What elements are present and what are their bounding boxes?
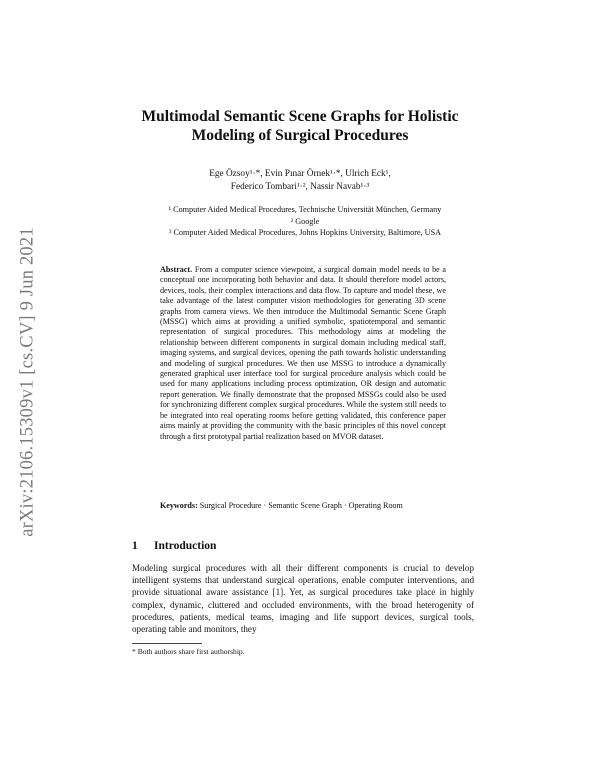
authors-line-2: Federico Tombari¹·², Nassir Navab¹·³ [230, 182, 370, 192]
keywords [160, 501, 446, 511]
affiliation-3: ³ Computer Aided Medical Procedures, Johns Hopkins University, Baltimore, USA [168, 228, 442, 237]
section-number: 1 [132, 540, 138, 552]
arxiv-stamp-text: arXiv:2106.15309v1 [cs.CV] 9 Jun 2021 [17, 227, 38, 537]
author-list [150, 168, 450, 194]
footnote-rule [132, 643, 202, 644]
affiliation-2: ² Google [290, 216, 320, 226]
section-heading-introduction [132, 540, 472, 552]
keywords-label: Keywords: [160, 501, 198, 510]
affiliation-1: ¹ Computer Aided Medical Procedures, Technische Universität München, Germany [168, 205, 442, 214]
keywords-text: Surgical Procedure · Semantic Scene Graph · Operating Room [199, 501, 403, 510]
arxiv-identifier-stamp [14, 212, 42, 552]
abstract [160, 265, 446, 442]
abstract-text: From a computer science viewpoint, a surgical domain model needs to be a conceptual one incorporating both behavior and data. It should therefore model actors, devices, tools, their complex interactions and data flow. To capture and model these, we take advantage of the latest computer vision methodologies for generating 3D scene graphs from camera views. We then introduce the Multimodal Semantic Scene Graph (MSSG) which aims at providing a unified symbolic, spatiotemporal and semantic representation of surgical procedures. This methodology aims at modeling the relationship between different components in surgical domain including medical staff, imaging systems, and surgical devices, opening the path towards holistic understanding and modeling of surgical procedures. We then use MSSG to introduce a dynamically generated graphical user interface tool for surgical procedure analysis which could be used for many applications including process optimization, OR design and automatic report generation. We finally demonstrate that the proposed MSSGs could also be used for synchronizing different complex surgical procedures. While the system still needs to be integrated into real operating rooms before getting validated, this conference paper aims mainly at providing the community with the basic principles of this novel concept through a first prototypal partial realization based on MVOR dataset. [160, 265, 447, 441]
intro-paragraph: Modeling surgical procedures with all their different components is crucial to develop intelligent systems that understand surgical operations, enable computer interventions, and provide situational aware assistance [1]. Yet, as surgical procedures take place in highly complex, dynamic, cluttered and occluded environments, with the broad heterogenity of procedures, patients, medical teams, imaging and life support devices, surgical tools, operating table and monitors, they [132, 563, 474, 635]
affiliations [130, 204, 480, 239]
section-title: Introduction [154, 540, 217, 552]
paper-title [120, 107, 480, 145]
title-line-2: Modeling of Surgical Procedures [191, 127, 409, 144]
abstract-label: Abstract. [160, 265, 193, 274]
authors-line-1: Ege Özsoy¹·*, Evin Pınar Örnek¹·*, Ulrich Eck¹, [209, 169, 391, 179]
footnote: * Both authors share first authorship. [132, 647, 245, 656]
title-line-1: Multimodal Semantic Scene Graphs for Holistic [141, 108, 459, 125]
